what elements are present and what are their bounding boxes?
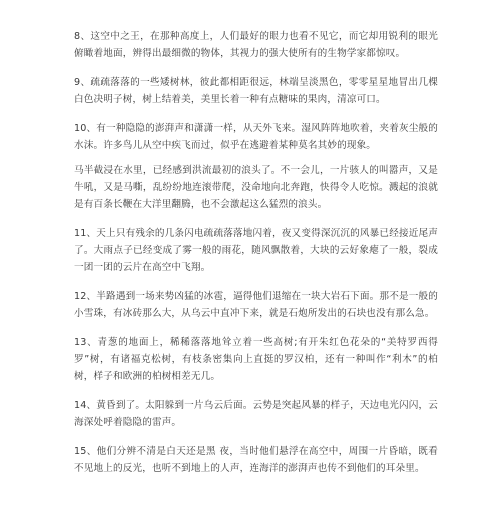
paragraph-9: 9、疏疏落落的一些矮树林，彼此都相距很远，林端呈淡黑色，零零星星地冒出几棵白色决明子树，树上结着美，美里长着一种有点糖味的果肉，清凉可口。	[74, 77, 438, 105]
paragraph-14: 14、黄昏到了。太阳躲到一片乌云后面。云势是突起风暴的样子，天边电光闪闪，云海深处呼着隐隐的雷声。	[74, 400, 438, 428]
paragraph-12: 12、半路遇到一场来势凶猛的冰雹，逼得他们退缩在一块大岩石下面。那不是一般的小雪珠，有冰砖那么大，从乌云中直冲下来，就是石炮所发出的石块也没有那么急。	[74, 291, 438, 319]
paragraph-15: 15、他们分辨不清是白天还是黑 夜，当时他们悬浮在高空中，周围一片昏暗，既看不见地上的反光，也听不到地上的人声，连海洋的澎湃声也传不到他们的耳朵里。	[74, 446, 438, 474]
paragraph-13: 13、青葱的地面上，稀稀落落地耸立着一些高树;有开朱红色花朵的“美特罗西得罗”树，有诸福克松树，有枝条密集向上直挺的罗汉柏，还有一种叫作“利木”的柏树，样子和欧洲的柏树相差无几。	[74, 337, 438, 382]
paragraph-11: 11、天上只有残余的几条闪电疏疏落落地闪着，夜又变得深沉沉的风暴已经接近尾声了。大雨点子已经变成了雾一般的雨花，随风飘散着，大块的云好象瘪了一般，裂成一团一团的云片在高空中飞翔。	[74, 228, 438, 273]
paragraph-horse: 马半截浸在水里，已经感到洪流最初的浪头了。不一会儿，一片骇人的叫嚣声，又是牛吼，又是马嘶，乱纷纷地连滚带爬，没命地向北奔跑，快得令人吃惊。溅起的浪就是有百条长鞭在大洋里翻腾，也不会激起这么猛烈的浪头。	[74, 165, 438, 210]
paragraph-10: 10、有一种隐隐的澎湃声和潇潇一样，从天外飞来。湿风阵阵地吹着，夹着灰尘般的水沫。许多鸟儿从空中疾飞而过，似乎在逃避着某种莫名其妙的现象。	[74, 123, 438, 151]
paragraph-8: 8、这空中之王，在那种高度上，人们最好的眼力也看不见它，而它却用锐利的眼光俯瞰着地面，辨得出最细微的物体，其视力的强大使所有的生物学家都惊叹。	[74, 31, 438, 59]
